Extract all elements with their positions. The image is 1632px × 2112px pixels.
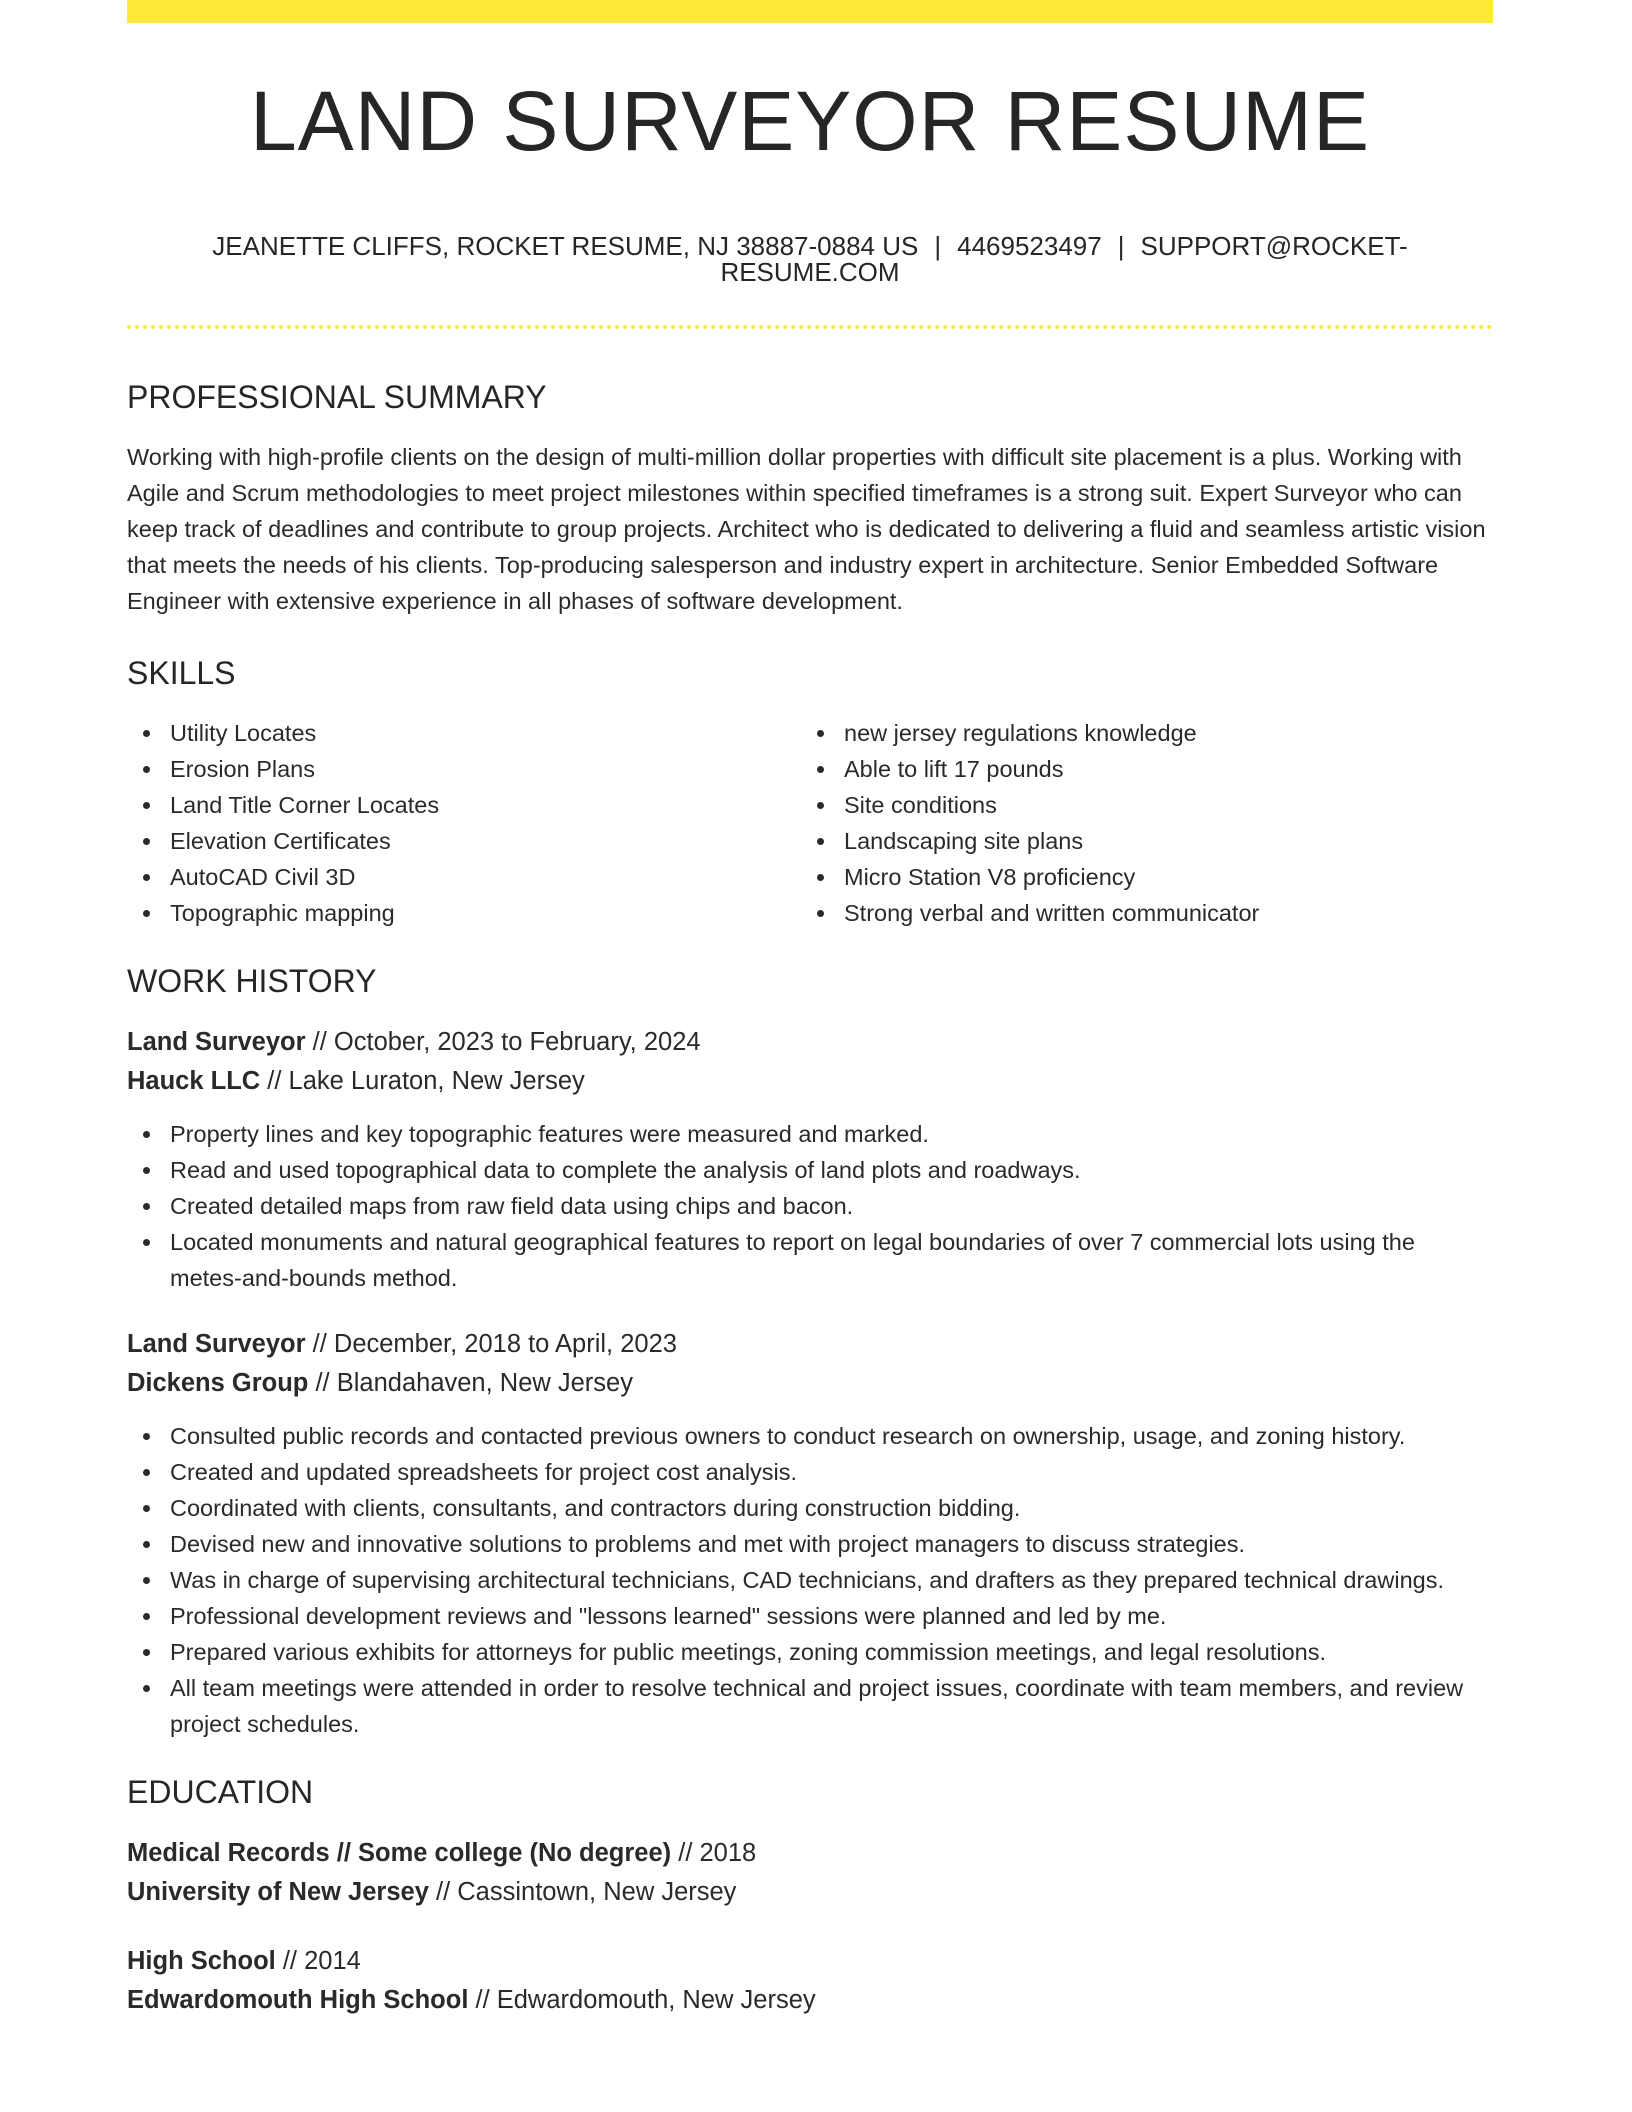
skill-item: Utility Locates <box>127 715 801 751</box>
skills-column-left <box>127 715 801 931</box>
skill-item: Erosion Plans <box>127 751 801 787</box>
job-dates: // December, 2018 to April, 2023 <box>305 1330 677 1358</box>
job-location: // Lake Luraton, New Jersey <box>260 1067 585 1095</box>
job-bullet: Located monuments and natural geographical features to report on legal boundaries of over 7 commercial lots using the metes-and-bounds method. <box>127 1224 1493 1296</box>
contact-phone: 4469523497 <box>957 231 1102 261</box>
summary-heading: PROFESSIONAL SUMMARY <box>127 379 547 415</box>
skill-item: Landscaping site plans <box>801 823 1475 859</box>
contact-separator: | <box>1117 231 1125 261</box>
skill-item: new jersey regulations knowledge <box>801 715 1475 751</box>
education-location: // Edwardomouth, New Jersey <box>468 1986 816 2014</box>
education-degree: Medical Records // Some college (No degree) <box>127 1839 672 1867</box>
job-bullets <box>127 1116 1493 1296</box>
education-school-line <box>127 1981 1493 2020</box>
skills-heading: SKILLS <box>127 655 236 691</box>
job-bullet: Created detailed maps from raw field data using chips and bacon. <box>127 1188 1493 1224</box>
skill-item: AutoCAD Civil 3D <box>127 859 801 895</box>
job-title-line <box>127 1325 1493 1364</box>
skills-column-right <box>801 715 1475 931</box>
job-company: Hauck LLC <box>127 1067 261 1095</box>
education-location: // Cassintown, New Jersey <box>428 1878 737 1906</box>
resume-title: LAND SURVEYOR RESUME <box>249 74 1371 168</box>
education-school: Edwardomouth High School <box>127 1986 469 2014</box>
job-company: Dickens Group <box>127 1369 309 1397</box>
job-bullet: Read and used topographical data to complete the analysis of land plots and roadways. <box>127 1152 1493 1188</box>
education-entry <box>127 1834 1493 1912</box>
top-accent-bar <box>127 0 1493 23</box>
skill-item: Site conditions <box>801 787 1475 823</box>
job-title: Land Surveyor <box>127 1330 306 1358</box>
job-bullet: Was in charge of supervising architectural technicians, CAD technicians, and drafters as they prepared technical drawings. <box>127 1562 1493 1598</box>
education-heading: EDUCATION <box>127 1774 314 1810</box>
job-dates: // October, 2023 to February, 2024 <box>305 1028 701 1056</box>
job-title-line <box>127 1023 1493 1062</box>
job-entry <box>127 1023 1493 1296</box>
education-school-line <box>127 1873 1493 1912</box>
job-bullets <box>127 1418 1493 1742</box>
education-year: // 2014 <box>275 1947 361 1975</box>
skills-list <box>127 715 1493 931</box>
job-entry <box>127 1325 1493 1742</box>
contact-line <box>127 233 1493 285</box>
summary-text: Working with high-profile clients on the design of multi-million dollar properties with difficult site placement is a plus. Working with Agile and Scrum methodologies to meet project milestones within specified timeframes is a strong suit. Expert Surveyor who can keep track of deadlines and contribute to group projects. Architect who is dedicated to delivering a fluid and seamless artistic vision that meets the needs of his clients. Top-producing salesperson and industry expert in architecture. Senior Embedded Software Engineer with extensive experience in all phases of software development. <box>127 444 1486 614</box>
skill-item: Able to lift 17 pounds <box>801 751 1475 787</box>
education-degree: High School <box>127 1947 276 1975</box>
job-company-line <box>127 1062 1493 1101</box>
skill-item: Topographic mapping <box>127 895 801 931</box>
skill-item: Strong verbal and written communicator <box>801 895 1475 931</box>
contact-email: SUPPORT@ROCKET-RESUME.COM <box>720 231 1408 287</box>
job-bullet: Consulted public records and contacted previous owners to conduct research on ownership, usage, and zoning history. <box>127 1418 1493 1454</box>
job-bullet: Professional development reviews and "lessons learned" sessions were planned and led by me. <box>127 1598 1493 1634</box>
skill-item: Elevation Certificates <box>127 823 801 859</box>
job-bullet: Property lines and key topographic features were measured and marked. <box>127 1116 1493 1152</box>
education-degree-line <box>127 1942 1493 1981</box>
education-school: University of New Jersey <box>127 1878 429 1906</box>
job-bullet: Coordinated with clients, consultants, and contractors during construction bidding. <box>127 1490 1493 1526</box>
job-bullet: Devised new and innovative solutions to problems and met with project managers to discuss strategies. <box>127 1526 1493 1562</box>
work-history-heading: WORK HISTORY <box>127 963 377 999</box>
skill-item: Micro Station V8 proficiency <box>801 859 1475 895</box>
education-entry <box>127 1942 1493 2020</box>
resume-page <box>127 0 1493 2020</box>
job-bullet: Created and updated spreadsheets for project cost analysis. <box>127 1454 1493 1490</box>
contact-address: JEANETTE CLIFFS, ROCKET RESUME, NJ 38887-0884 US <box>212 231 919 261</box>
contact-separator: | <box>934 231 942 261</box>
job-title: Land Surveyor <box>127 1028 306 1056</box>
job-location: // Blandahaven, New Jersey <box>308 1369 633 1397</box>
education-degree-line <box>127 1834 1493 1873</box>
education-year: // 2018 <box>671 1839 757 1867</box>
job-bullet: Prepared various exhibits for attorneys for public meetings, zoning commission meetings, and legal resolutions. <box>127 1634 1493 1670</box>
job-company-line <box>127 1364 1493 1403</box>
job-bullet: All team meetings were attended in order to resolve technical and project issues, coordinate with team members, and review project schedules. <box>127 1670 1493 1742</box>
skill-item: Land Title Corner Locates <box>127 787 801 823</box>
dotted-divider <box>127 325 1493 329</box>
